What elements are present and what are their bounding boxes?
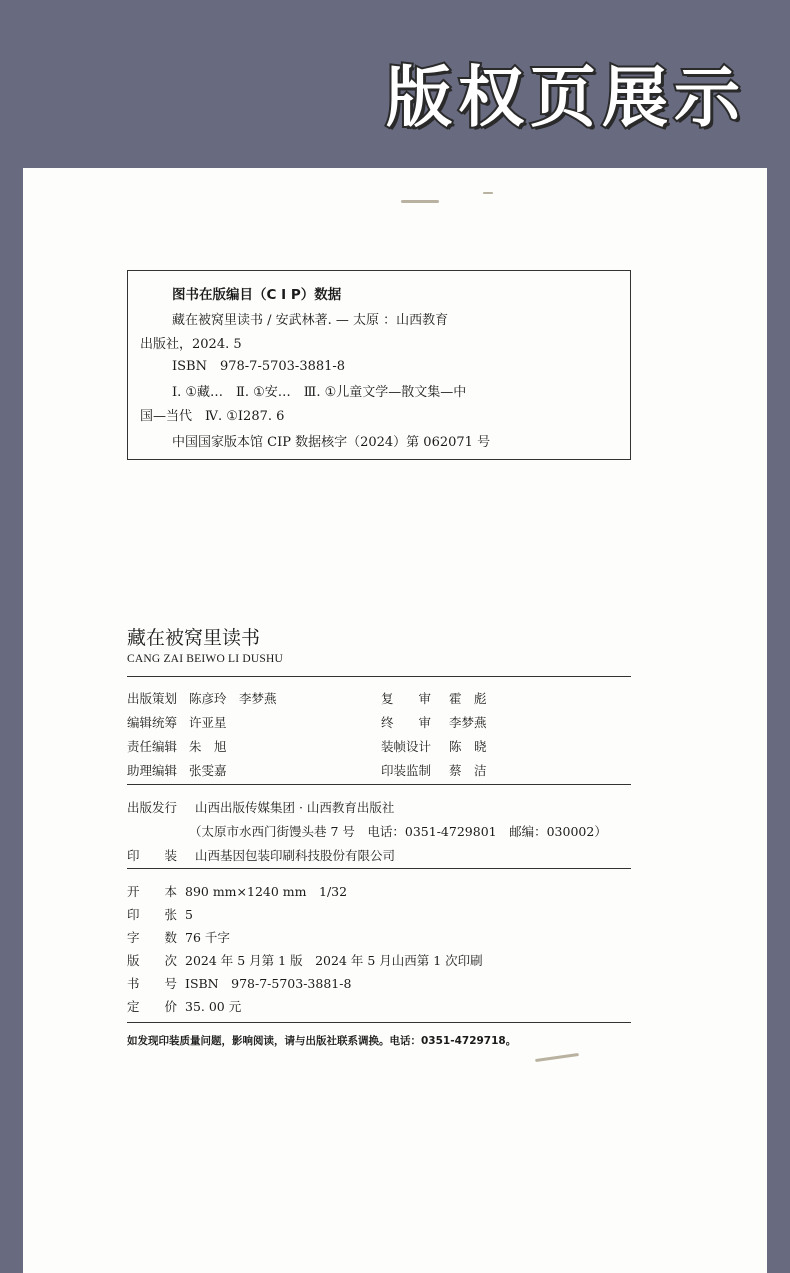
staff-row: 终 审 李梦燕	[381, 715, 487, 730]
spec-row: 印 张 5	[127, 907, 193, 922]
publisher-address: （太原市水西门街馒头巷 7 号 电话：0351-4729801 邮编：030002）	[189, 824, 607, 839]
publisher-row: 出版发行 山西出版传媒集团 · 山西教育出版社	[127, 800, 395, 815]
divider	[127, 784, 631, 785]
spec-row: 字 数 76 千字	[127, 930, 230, 945]
staff-row: 助理编辑 张雯嘉	[127, 763, 227, 778]
paper-speck	[535, 1053, 579, 1062]
cip-line-2: 出版社，2024. 5	[140, 337, 242, 352]
cip-heading: 图书在版编目（C I P）数据	[172, 287, 342, 303]
staff-row: 印装监制 蔡 洁	[381, 763, 487, 778]
quality-notice: 如发现印装质量问题，影响阅读，请与出版社联系调换。电话：0351-4729718。	[127, 1035, 517, 1047]
cip-data-box	[127, 270, 631, 460]
copyright-page	[23, 168, 767, 1273]
cip-isbn: ISBN 978-7-5703-3881-8	[172, 359, 346, 374]
cip-record-number: 中国国家版本馆 CIP 数据核字（2024）第 062071 号	[172, 435, 491, 450]
paper-speck	[483, 192, 493, 194]
spec-row: 定 价 35. 00 元	[127, 999, 242, 1014]
divider	[127, 868, 631, 869]
staff-row: 责任编辑 朱 旭	[127, 739, 227, 754]
cip-line-4: Ⅰ. ①藏… Ⅱ. ①安… Ⅲ. ①儿童文学—散文集—中	[172, 385, 467, 400]
book-title: 藏在被窝里读书	[127, 627, 261, 649]
divider	[127, 676, 631, 677]
header-banner	[0, 0, 790, 168]
divider	[127, 1022, 631, 1023]
staff-row: 复 审 霍 彪	[381, 691, 487, 706]
cip-line-1: 藏在被窝里读书 / 安武林著. — 太原 ：山西教育	[172, 313, 449, 328]
printer-row: 印 装 山西基因包装印刷科技股份有限公司	[127, 848, 396, 863]
spec-row: 版 次 2024 年 5 月第 1 版 2024 年 5 月山西第 1 次印刷	[127, 953, 483, 968]
banner-title: 版权页展示	[386, 59, 746, 136]
staff-row: 出版策划 陈彦玲 李梦燕	[127, 691, 277, 706]
cip-line-5: 国—当代 Ⅳ. ①I287. 6	[140, 409, 285, 424]
spec-row: 书 号 ISBN 978-7-5703-3881-8	[127, 976, 352, 991]
spec-row: 开 本 890 mm×1240 mm 1/32	[127, 884, 348, 899]
staff-row: 装帧设计 陈 晓	[381, 739, 487, 754]
book-pinyin-title: CANG ZAI BEIWO LI DUSHU	[127, 653, 283, 665]
paper-speck	[401, 200, 439, 203]
staff-row: 编辑统筹 许亚星	[127, 715, 227, 730]
